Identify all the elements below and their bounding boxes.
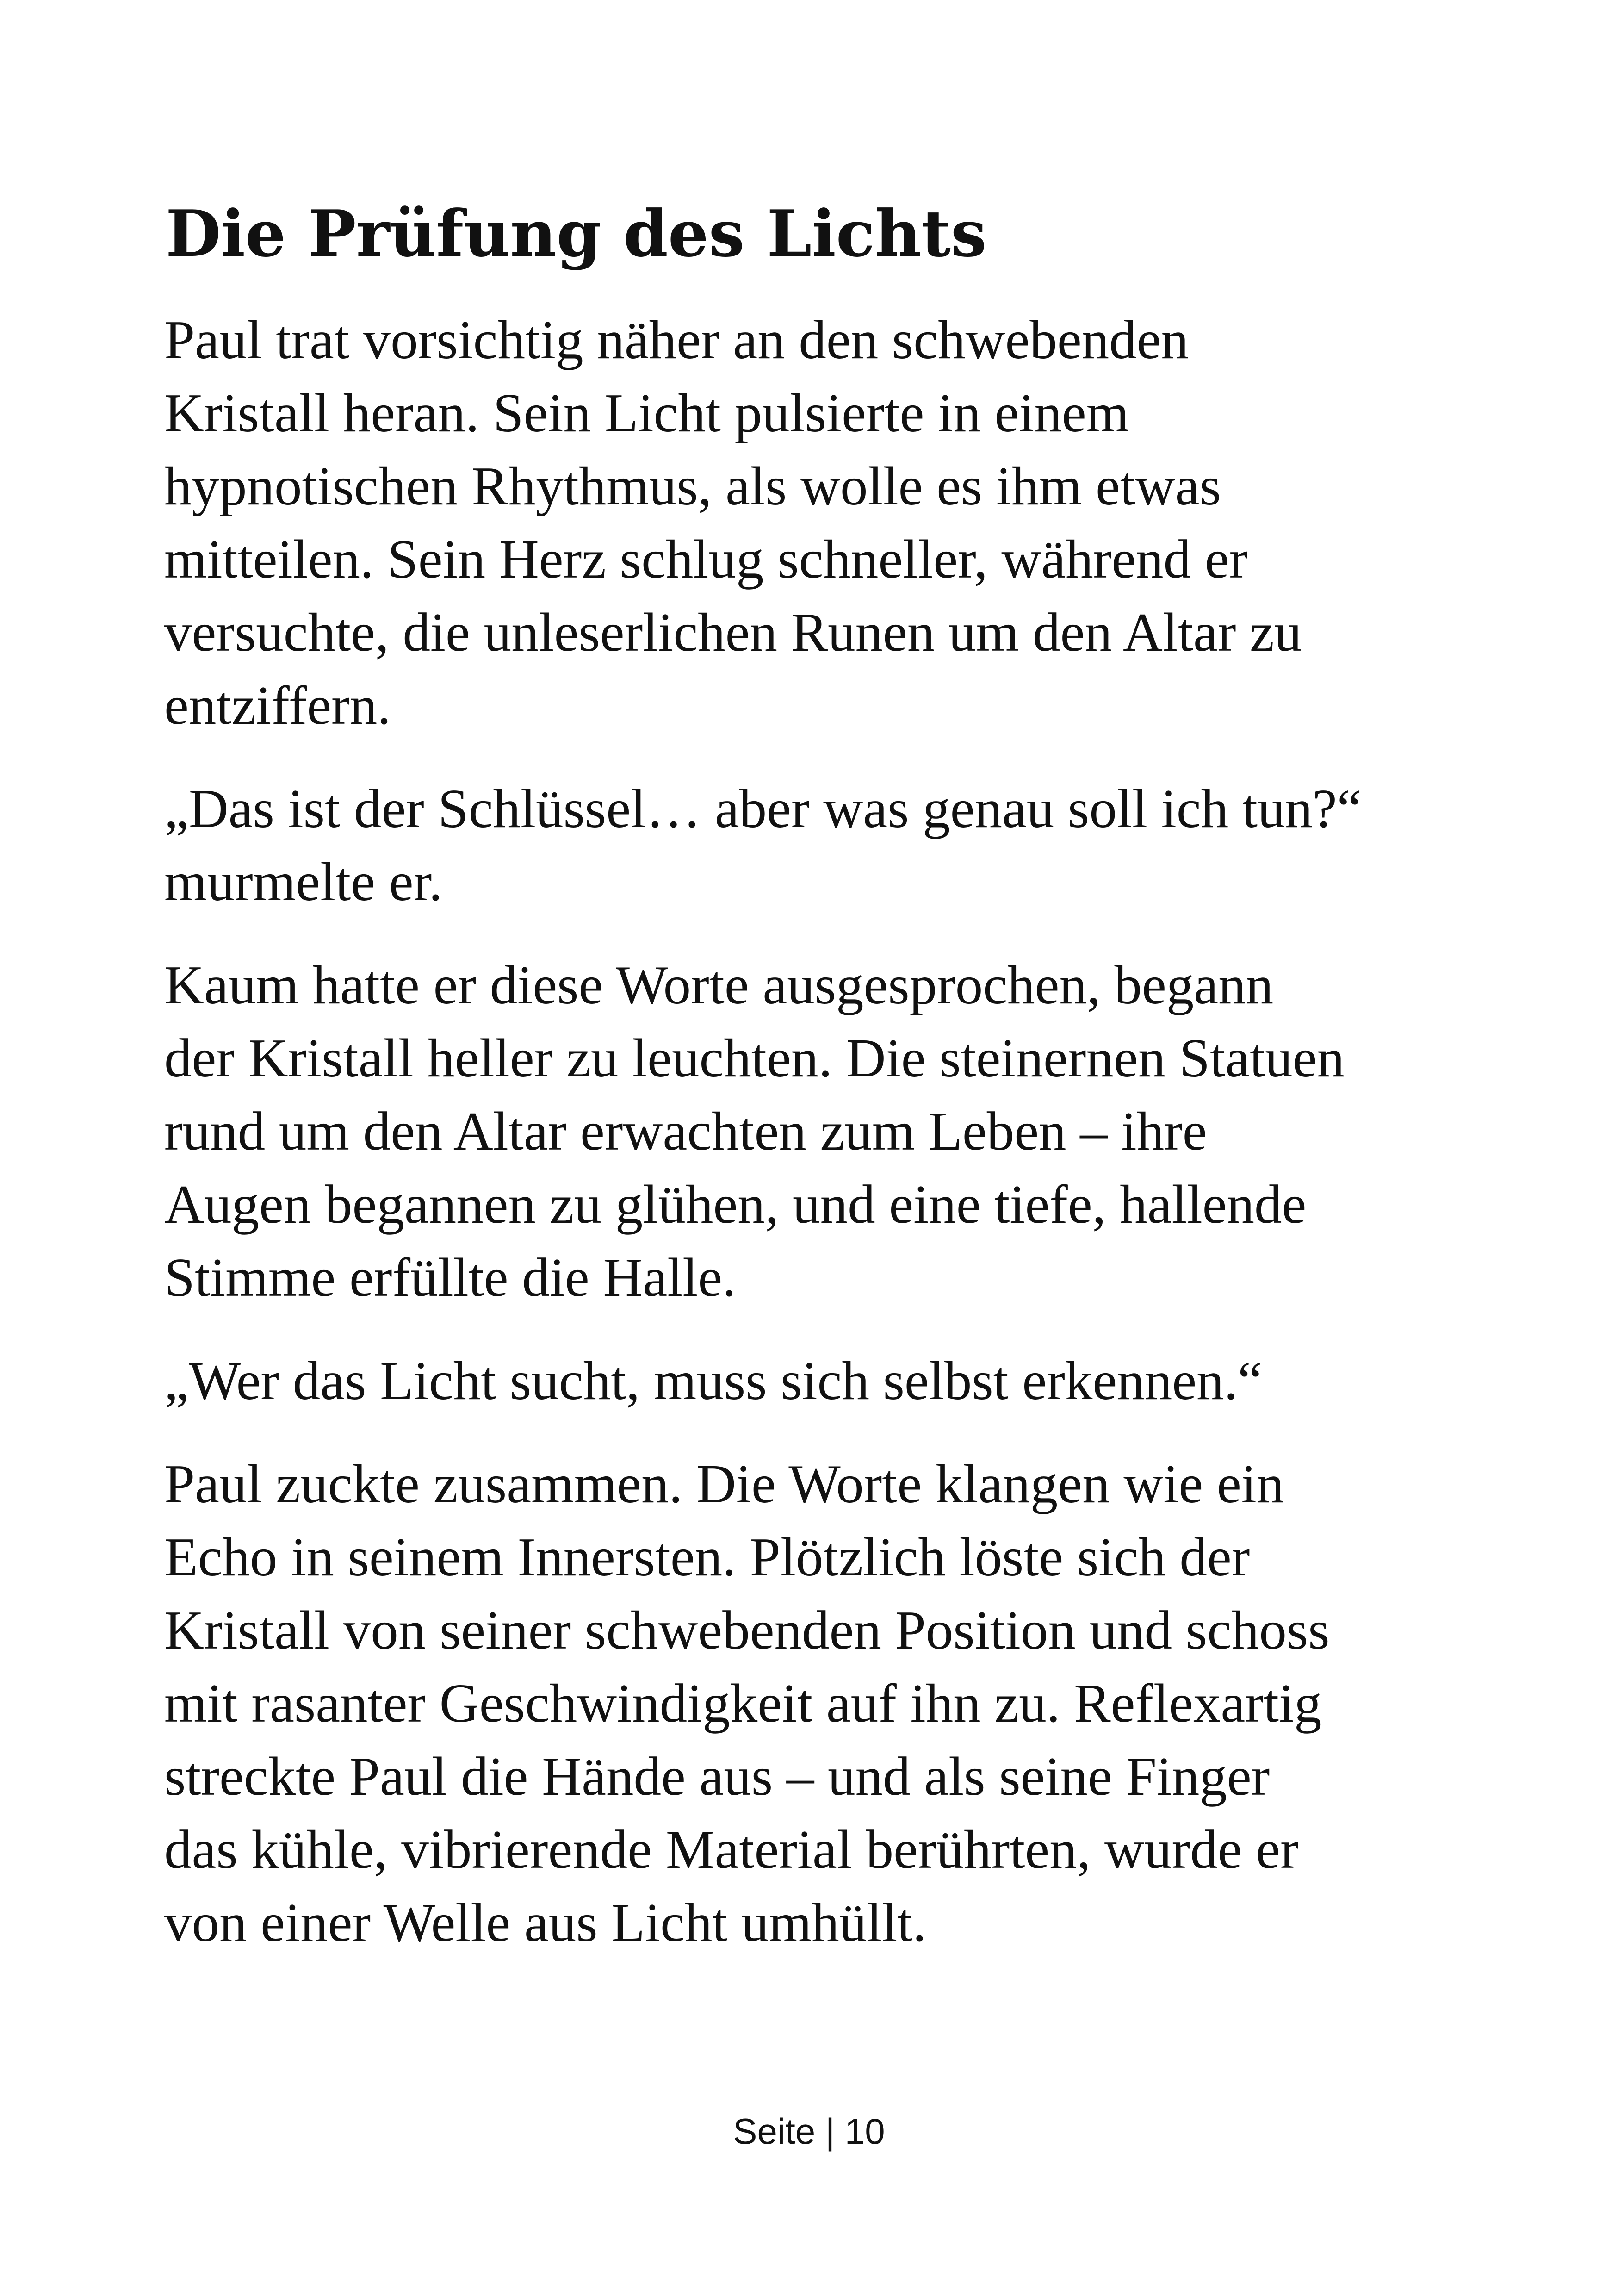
paragraph: „Wer das Licht sucht, muss sich selbst erkennen.“ <box>164 1350 1263 1411</box>
paragraph: Paul zuckte zusammen. Die Worte klangen wie ein Echo in seinem Innersten. Plötzlich löste sich der Kristall von seiner schwebenden Position und schoss mit rasanter Geschwindigkeit auf ihn zu. Reflexartig streckte Paul die Hände aus – und als seine Finger das kühle, vibrierende Material berührten, wurde er von einer Welle aus Licht umhüllt. <box>164 1453 1330 1953</box>
page-number: Seite | 10 <box>733 2111 885 2152</box>
paragraph: Paul trat vorsichtig näher an den schwebenden Kristall heran. Sein Licht pulsierte in einem hypnotischen Rhythmus, als wolle es ihm etwas mitteilen. Sein Herz schlug schneller, während er versuchte, die unleserlichen Runen um den Altar zu entziffern. <box>164 309 1302 736</box>
body-text <box>164 303 1497 1989</box>
paragraph: Kaum hatte er diese Worte ausgesprochen, begann der Kristall heller zu leuchten. Die steinernen Statuen rund um den Altar erwachten zum Leben – ihre Augen begannen zu glühen, und eine tiefe, hallende Stimme erfüllte die Halle. <box>164 954 1345 1308</box>
paragraph: „Das ist der Schlüssel… aber was genau soll ich tun?“ murmelte er. <box>164 778 1362 912</box>
chapter-title: Die Prüfung des Lichts <box>166 196 987 271</box>
